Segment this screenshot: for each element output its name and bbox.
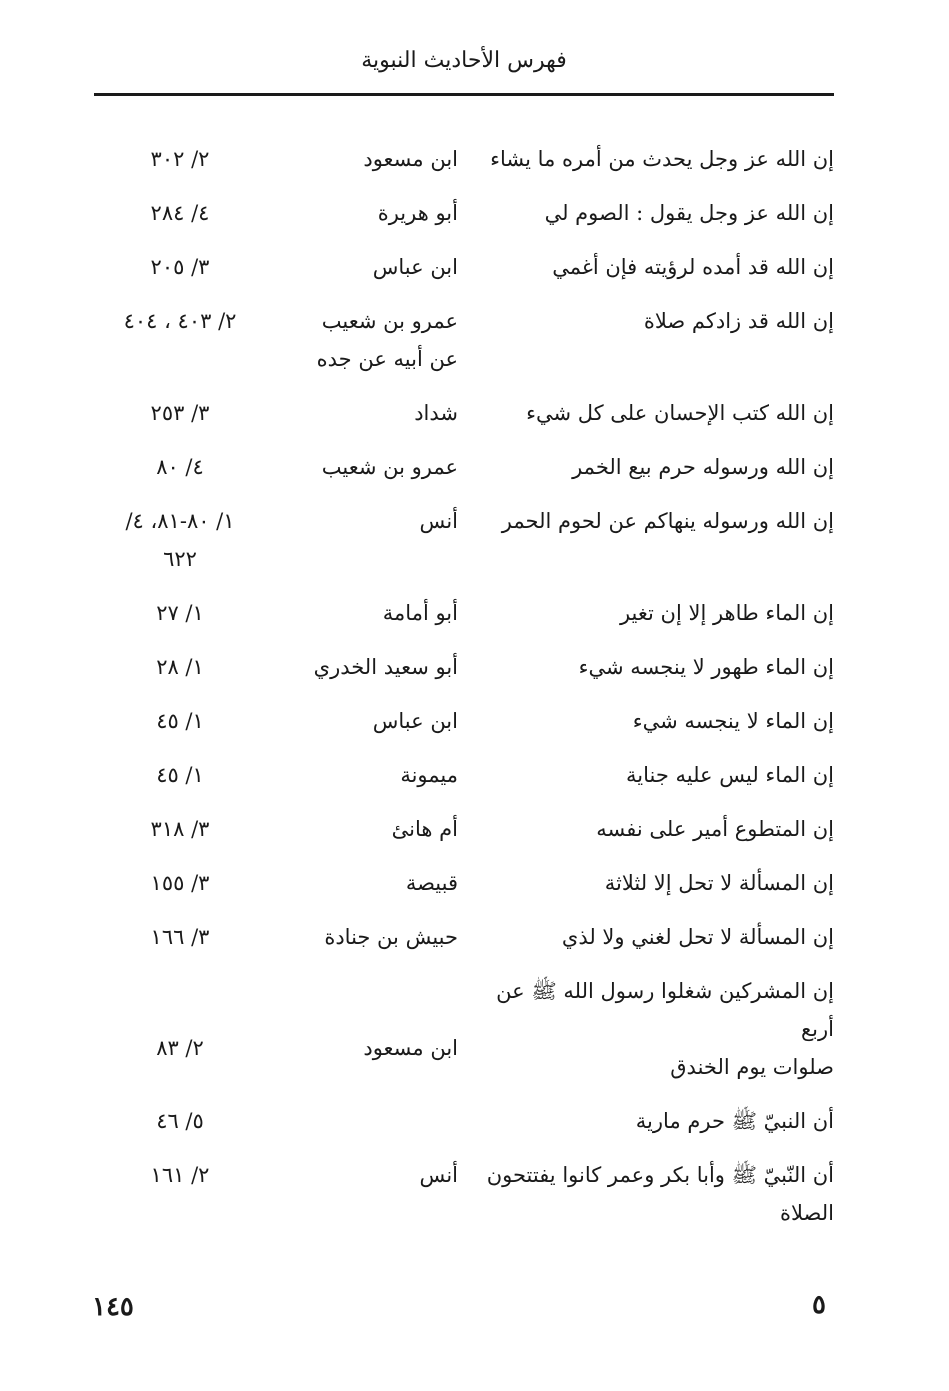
reference: ٤/ ٢٨٤: [150, 201, 210, 225]
hadith-text: إن الله عز وجل يقول : الصوم لي: [544, 201, 834, 225]
hadith-text: إن الله كتب الإحسان على كل شيء: [526, 401, 834, 425]
index-entry: [80, 1102, 840, 1140]
index-entry: [80, 594, 840, 632]
index-entry: [80, 702, 840, 740]
hadith-text: إن الماء ليس عليه جناية: [625, 763, 834, 787]
index-entry: [80, 194, 840, 232]
narrator: ابن عباس: [372, 255, 458, 279]
hadith-text: إن الله ورسوله ينهاكم عن لحوم الحمر: [501, 509, 834, 533]
index-entry: [80, 810, 840, 848]
index-entry: [80, 648, 840, 686]
hadith-text: أن النّبيّ ﷺ وأبا بكر وعمر كانوا يفتتحون: [486, 1163, 834, 1187]
hadith-block: [470, 972, 840, 1086]
hadith-continuation: صلوات يوم الخندق: [670, 1055, 834, 1079]
hadith-text: إن المسألة لا تحل لغني ولا لذي: [561, 925, 834, 949]
hadith-text: إن الله ورسوله حرم بيع الخمر: [572, 455, 834, 479]
hadith-text: إن المسألة لا تحل إلا لثلاثة: [604, 871, 834, 895]
reference: ١/ ٢٨: [156, 655, 204, 679]
hadith-block: [470, 1156, 840, 1232]
reference-block: [90, 502, 270, 578]
index-entry: [80, 248, 840, 286]
hadith-text: إن المتطوع أمير على نفسه: [596, 817, 834, 841]
signature-mark: ٥: [812, 1290, 826, 1320]
reference: ١/ ٤٥: [156, 763, 204, 787]
narrator: أبو سعيد الخدري: [313, 655, 458, 679]
reference: ٣/ ١٦٦: [150, 925, 210, 949]
hadith-text: إن الماء طاهر إلا إن تغير: [619, 601, 834, 625]
narrator: شداد: [414, 401, 458, 425]
narrator: أم هانئ: [391, 817, 458, 841]
reference: ٣/ ٢٠٥: [150, 255, 210, 279]
narrator: ابن عباس: [372, 709, 458, 733]
reference: ٢/ ٣٠٢: [150, 147, 210, 171]
index-entry: [80, 1156, 840, 1232]
narrator: عمرو بن شعيب: [321, 455, 458, 479]
narrator: أنس: [419, 1163, 458, 1187]
narrator: قبيصة: [405, 871, 458, 895]
hadith-text: إن الماء لا ينجسه شيء: [632, 709, 834, 733]
index-entry: [80, 394, 840, 432]
index-entries: [80, 140, 840, 1232]
index-entry: [80, 140, 840, 178]
hadith-text: إن المشركين شغلوا رسول الله ﷺ عن أربع: [496, 979, 834, 1041]
index-entry: [80, 502, 840, 578]
narrator: أنس: [419, 509, 458, 533]
reference: ٢/ ٨٣: [156, 1036, 204, 1060]
hadith-text: إن الماء طهور لا ينجسه شيء: [578, 655, 834, 679]
narrator: ميمونة: [400, 763, 458, 787]
reference: ٢/ ١٦١: [150, 1163, 210, 1187]
hadith-text: أن النبيّ ﷺ حرم مارية: [635, 1109, 834, 1133]
reference-continuation: ٦٢٢: [163, 547, 197, 571]
reference: ٥/ ٤٦: [156, 1109, 204, 1133]
hadith-text: إن الله قد زادكم صلاة: [643, 309, 834, 333]
reference: ٣/ ٢٥٣: [150, 401, 210, 425]
narrator-block: [270, 302, 470, 378]
narrator: أبو أمامة: [382, 601, 458, 625]
reference: ١/ ٤٥: [156, 709, 204, 733]
reference: ٤/ ٨٠: [156, 455, 204, 479]
narrator: عمرو بن شعيب: [321, 309, 458, 333]
index-entry: [80, 972, 840, 1086]
narrator: ابن مسعود: [363, 1036, 458, 1060]
hadith-continuation: الصلاة: [780, 1201, 834, 1225]
index-entry: [80, 864, 840, 902]
narrator: أبو هريرة: [377, 201, 458, 225]
page-header: فهرس الأحاديث النبوية: [361, 48, 567, 73]
narrator: ابن مسعود: [363, 147, 458, 171]
reference: ٢/ ٤٠٣ ، ٤٠٤: [123, 309, 237, 333]
narrator: حبيش بن جنادة: [324, 925, 458, 949]
index-entry: [80, 756, 840, 794]
reference: ١/ ٢٧: [156, 601, 204, 625]
index-entry: [80, 448, 840, 486]
index-entry: [80, 302, 840, 378]
hadith-text: إن الله عز وجل يحدث من أمره ما يشاء: [490, 147, 834, 171]
page-number: ١٤٥: [92, 1292, 134, 1322]
index-entry: [80, 918, 840, 956]
header-rule: [94, 93, 834, 96]
reference: ١/ ٨٠-٨١، ٤/: [125, 509, 235, 533]
hadith-text: إن الله قد أمده لرؤيته فإن أغمي: [552, 255, 834, 279]
reference: ٣/ ٣١٨: [150, 817, 210, 841]
reference: ٣/ ١٥٥: [150, 871, 210, 895]
narrator-continuation: عن أبيه عن جده: [316, 347, 458, 371]
